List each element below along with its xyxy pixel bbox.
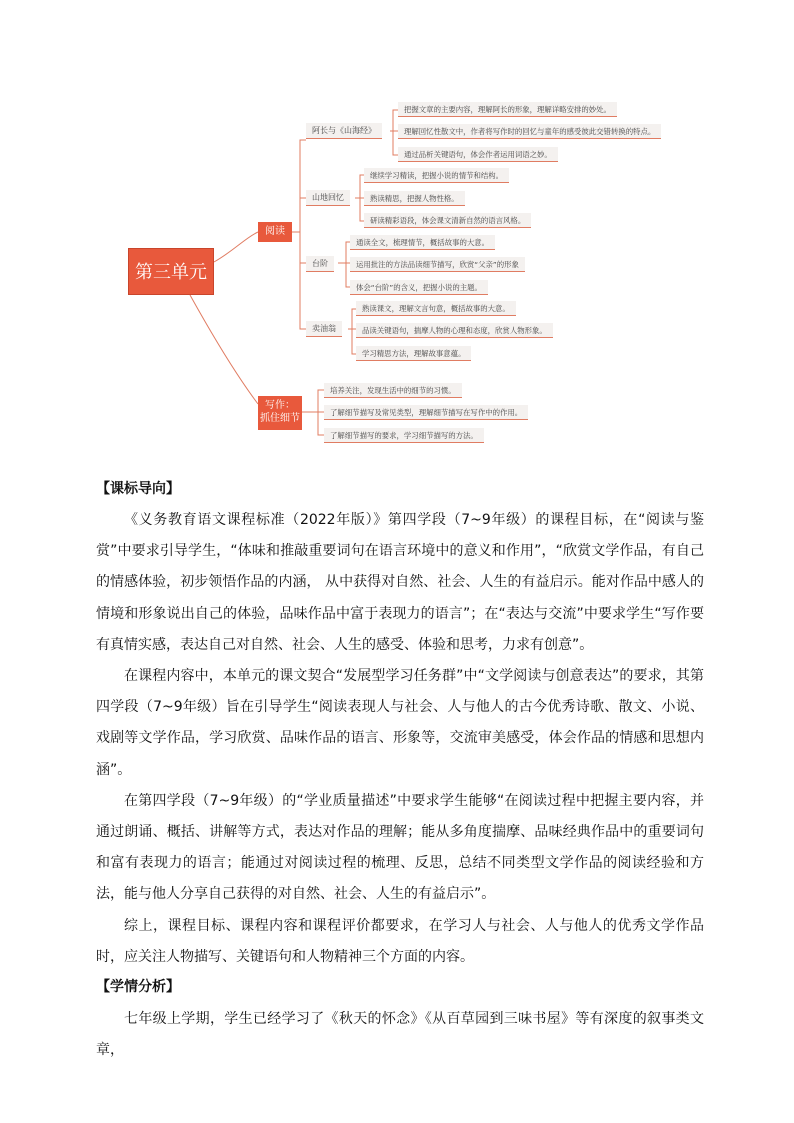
curriculum-body	[96, 505, 704, 973]
leaf-shandi-2: 熟读精思，把握人物性格。	[364, 191, 465, 206]
branch-writing	[258, 396, 302, 430]
leaf-maiyou-1: 熟读课文，理解文言句意，概括故事的大意。	[356, 301, 516, 316]
section-heading-learning-analysis: 【学情分析】	[96, 979, 180, 995]
bracket-taijie	[338, 242, 350, 287]
child-maiyou: 卖油翁	[306, 321, 342, 337]
branch-reading: 阅读	[258, 222, 292, 242]
child-achang: 阿长与《山海经》	[306, 123, 382, 139]
leaf-maiyou-2: 品读关键语句，揣摩人物的心理和态度，欣赏人物形象。	[356, 323, 553, 338]
leaf-taijie-3: 体会“台阶”的含义，把握小说的主题。	[350, 280, 488, 295]
section-heading-curriculum: 【课标导向】	[96, 481, 180, 497]
leaf-writing-1: 培养关注，发现生活中的细节的习惯。	[324, 383, 462, 398]
bracket-shandi	[355, 175, 364, 221]
connector-root-writing	[190, 295, 258, 404]
leaf-achang-3: 通过品析关键语句，体会作者运用词语之妙。	[398, 147, 558, 162]
connector-reading-items	[292, 140, 306, 232]
curriculum-paragraph-1: 《义务教育语文课程标准（2022年版）》第四学段（7~9年级）的课程目标，在“阅读与鉴赏”中要求引导学生，“体味和推敲重要词句在语言环境中的意义和作用”，“欣赏文学作品，有自己的情感体验，初步领悟作品的内涵， 从中获得对自然、社会、人生的有益启示。能对作品中感人的情境和形象说出自己的体验，品味作品中富于表现力的语言”；在“表达与交流”中要求学生“写作要有真情实感，表达自己对自然、社会、人生的感受、体验和思考，力求有创意”。	[96, 512, 704, 653]
learning-analysis-body	[96, 1004, 704, 1066]
child-shandi: 山地回忆	[306, 190, 350, 206]
curriculum-paragraph-4: 综上，课程目标、课程内容和课程评价都要求，在学习人与社会、人与他人的优秀文学作品时，应关注人物描写、关键语句和人物精神三个方面的内容。	[96, 917, 704, 965]
curriculum-paragraph-2: 在课程内容中，本单元的课文契合“发展型学习任务群”中“文学阅读与创意表达”的要求，其第四学段（7~9年级）旨在引导学生“阅读表现人与社会、人与他人的古今优秀诗歌、散文、小说、戏剧等文学作品，学习欣赏、品味作品的语言、形象等，交流审美感受，体会作品的情感和思想内涵”。	[96, 668, 704, 778]
connector-root-reading	[214, 232, 258, 262]
learning-analysis-paragraph-1: 七年级上学期，学生已经学习了《秋天的怀念》《从百草园到三味书屋》等有深度的叙事类文章，	[96, 1011, 704, 1059]
branch-writing-line1: 写作：	[265, 400, 295, 411]
bracket-maiyou	[348, 309, 356, 354]
leaf-writing-3: 了解细节描写的要求，学习细节描写的方法。	[324, 428, 484, 443]
bracket-writing	[302, 390, 324, 435]
leaf-taijie-1: 通读全文，梳理情节，概括故事的大意。	[350, 235, 495, 250]
mind-map-root: 第三单元	[128, 248, 214, 295]
leaf-shandi-1: 继续学习精读，把握小说的情节和结构。	[364, 168, 509, 183]
leaf-maiyou-3: 学习精思方法，理解故事意蕴。	[356, 346, 471, 361]
leaf-shandi-3: 研读精彩语段，体会课文清新自然的语言风格。	[364, 213, 531, 228]
leaf-achang-1: 把握文章的主要内容，理解阿长的形象，理解详略安排的妙处。	[398, 102, 617, 117]
leaf-writing-2: 了解细节描写及常见类型，理解细节描写在写作中的作用。	[324, 405, 528, 420]
branch-writing-line2: 抓住细节	[260, 413, 300, 424]
child-taijie: 台阶	[306, 256, 334, 272]
connector-reading-maiyou	[300, 263, 306, 329]
leaf-achang-2: 理解回忆性散文中，作者将写作时的回忆与童年的感受彼此交错转换的特点。	[398, 124, 661, 139]
leaf-taijie-2: 运用批注的方法品读细节描写，欣赏“父亲”的形象	[350, 257, 525, 272]
bracket-achang	[390, 110, 398, 155]
curriculum-paragraph-3: 在第四学段（7~9年级）的“学业质量描述”中要求学生能够“在阅读过程中把握主要内容，并通过朗诵、概括、讲解等方式，表达对作品的理解；能从多角度揣摩、品味经典作品中的重要词句和富有表现力的语言；能通过对阅读过程的梳理、反思，总结不同类型文学作品的阅读经验和方法，能与他人分享自己获得的对自然、社会、人生的有益启示”。	[96, 792, 704, 903]
unit-mind-map	[0, 0, 794, 460]
